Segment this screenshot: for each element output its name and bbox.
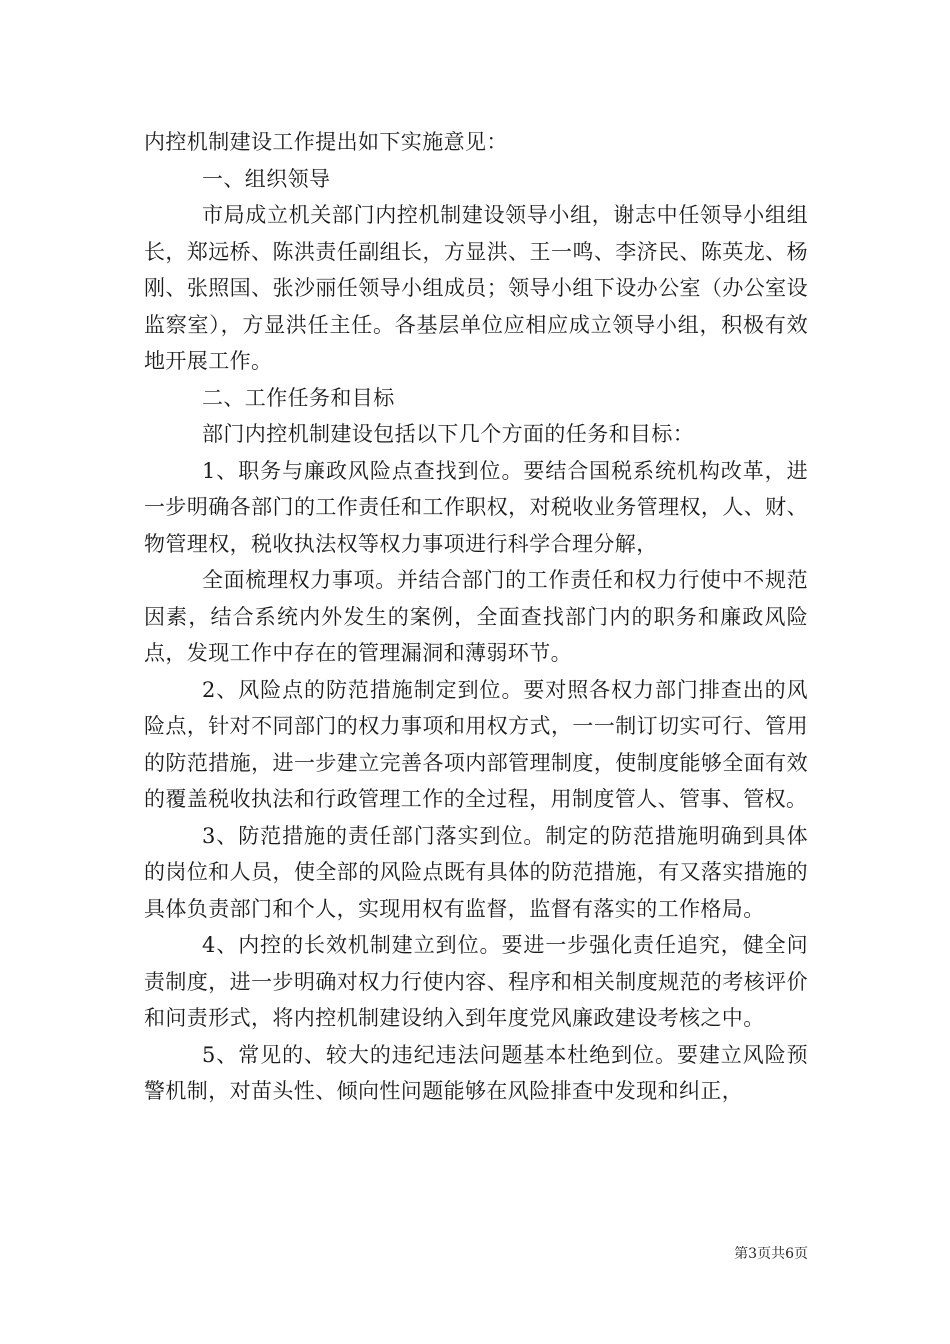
paragraph-continuation: 内控机制建设工作提出如下实施意见： xyxy=(144,130,508,154)
paragraph-task-3: 3、防范措施的责任部门落实到位。制定的防范措施明确到具体的岗位和人员，使全部的风险点既有具体的防范措施，有又落实措施的具体负责部门和个人，实现用权有监督，监督有落实的工作格局。 xyxy=(144,823,808,921)
document-body xyxy=(144,124,808,1110)
paragraph-task-2: 2、风险点的防范措施制定到位。要对照各权力部门排查出的风险点，针对不同部门的权力事项和用权方式，一一制订切实可行、管用的防范措施，进一步建立完善各项内部管理制度，使制度能够全面有效的覆盖税收执法和行政管理工作的全过程，用制度管人、管事、管权。 xyxy=(144,677,808,811)
section-heading-tasks: 二、工作任务和目标 xyxy=(202,385,395,410)
paragraph-tasks-intro: 部门内控机制建设包括以下几个方面的任务和目标： xyxy=(202,422,695,446)
paragraph-task-5: 5、常见的、较大的违纪违法问题基本杜绝到位。要建立风险预警机制，对苗头性、倾向性问题能够在风险排查中发现和纠正， xyxy=(144,1042,808,1103)
section-heading-organization: 一、组织领导 xyxy=(202,166,331,191)
paragraph-task-4: 4、内控的长效机制建立到位。要进一步强化责任追究，健全问责制度，进一步明确对权力行使内容、程序和相关制度规范的考核评价和问责形式，将内控机制建设纳入到年度党风廉政建设考核之中。 xyxy=(144,933,808,1030)
paragraph-task-1: 1、职务与廉政风险点查找到位。要结合国税系统机构改革，进一步明确各部门的工作责任和工作职权，对税收业务管理权，人、财、物管理权，税收执法权等权力事项进行科学合理分解， xyxy=(144,458,808,556)
paragraph-task-1-cont: 全面梳理权力事项。并结合部门的工作责任和权力行使中不规范因素，结合系统内外发生的案例，全面查找部门内的职务和廉政风险点，发现工作中存在的管理漏洞和薄弱环节。 xyxy=(144,568,808,665)
page-number-footer: 第3页共6页 xyxy=(734,1246,808,1262)
paragraph-leadership-group: 市局成立机关部门内控机制建设领导小组，谢志中任领导小组组长，郑远桥、陈洪责任副组长，方显洪、王一鸣、李济民、陈英龙、杨刚、张照国、张沙丽任领导小组成员；领导小组下设办公室（办公室设监察室），方显洪任主任。各基层单位应相应成立领导小组，积极有效地开展工作。 xyxy=(144,203,808,373)
